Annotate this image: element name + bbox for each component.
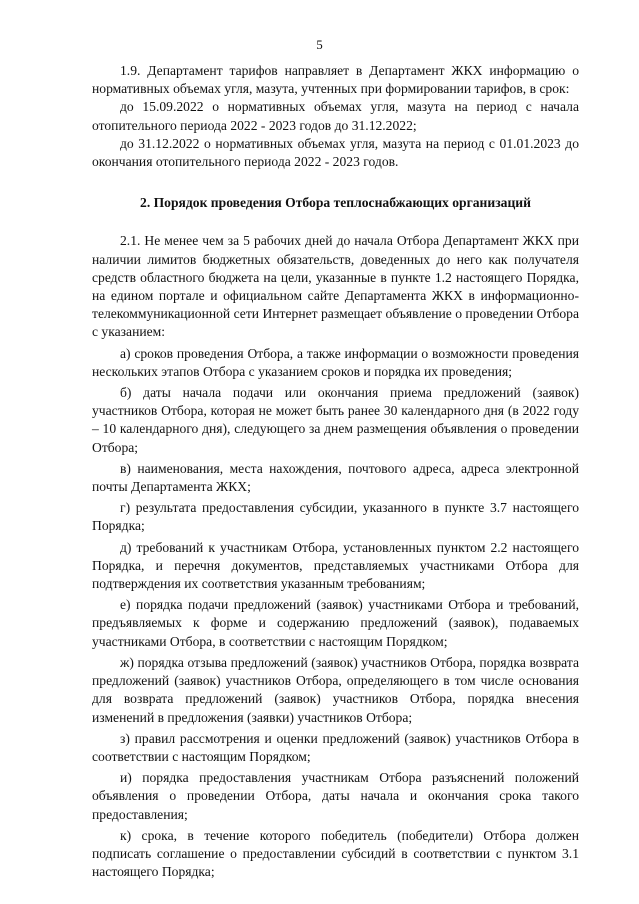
list-item-d: д) требований к участникам Отбора, установленных пунктом 2.2 настоящего Порядка, и перечня документов, представляемых участниками Отбора для подтверждения их соответствия указанным требованиям;: [92, 539, 579, 592]
list-item-zh: ж) порядка отзыва предложений (заявок) участников Отбора, порядка возврата предложений (заявок) участников Отбора, определяющего в том числе основания для возврата предложений (заявок) участников Отбора, порядка внесения изменений в предложения (заявки) участников Отбора;: [92, 654, 579, 725]
list-item-e: е) порядка подачи предложений (заявок) участниками Отбора и требований, предъявляемых к форме и содержанию предложений (заявок), подаваемых участниками Отбора, в соответствии с настоящим Порядком;: [92, 597, 579, 649]
paragraph-1-9-deadline-1: до 15.09.2022 о нормативных объемах угля, мазута на период с начала отопительного периода 2022 - 2023 годов до 31.12.2022;: [92, 99, 579, 133]
paragraph-1-9: 1.9. Департамент тарифов направляет в Департамент ЖКХ информацию о нормативных объемах угля, мазута, учтенных при формировании тарифов, в срок:: [92, 63, 579, 97]
list-item-k: к) срока, в течение которого победитель (победители) Отбора должен подписать соглашение о предоставлении субсидий в соответствии с пунктом 3.1 настоящего Порядка;: [92, 827, 579, 880]
paragraph-1-9-deadline-2: до 31.12.2022 о нормативных объемах угля, мазута на период с 01.01.2023 до окончания отопительного периода 2022 - 2023 годов.: [92, 135, 579, 170]
list-item-g: г) результата предоставления субсидии, указанного в пункте 3.7 настоящего Порядка;: [92, 500, 579, 534]
document-body: [92, 62, 579, 881]
list-item-i: и) порядка предоставления участникам Отбора разъяснений положений объявления о проведении Отбора, даты начала и окончания срока такого предоставления;: [92, 770, 579, 822]
paragraph-2-1: 2.1. Не менее чем за 5 рабочих дней до начала Отбора Департамент ЖКХ при наличии лимитов бюджетных обязательств, доведенных до него как получателя средств областного бюджета на цели, указанные в пункте 1.2 настоящего Порядка, на едином портале и официальном сайте Департамента ЖКХ в информационно-телекоммуникационной сети Интернет размещает объявление о проведении Отбора с указанием:: [92, 233, 579, 340]
list-item-b: б) даты начала подачи или окончания приема предложений (заявок) участников Отбора, которая не может быть ранее 30 календарного дня (в 2022 году – 10 календарного дня), следующего за днем размещения объявления о проведении Отбора;: [92, 385, 579, 455]
section-heading: 2. Порядок проведения Отбора теплоснабжающих организаций: [140, 195, 531, 211]
list-item-z: з) правил рассмотрения и оценки предложений (заявок) участников Отбора в соответствии с настоящим Порядком;: [92, 730, 579, 764]
list-item-v: в) наименования, места нахождения, почтового адреса, адреса электронной почты Департамента ЖКХ;: [92, 460, 579, 495]
page-number: 5: [316, 37, 323, 52]
list-item-a: а) сроков проведения Отбора, а также информации о возможности проведения нескольких этапов Отбора с указанием сроков и порядка их проведения;: [92, 345, 579, 379]
